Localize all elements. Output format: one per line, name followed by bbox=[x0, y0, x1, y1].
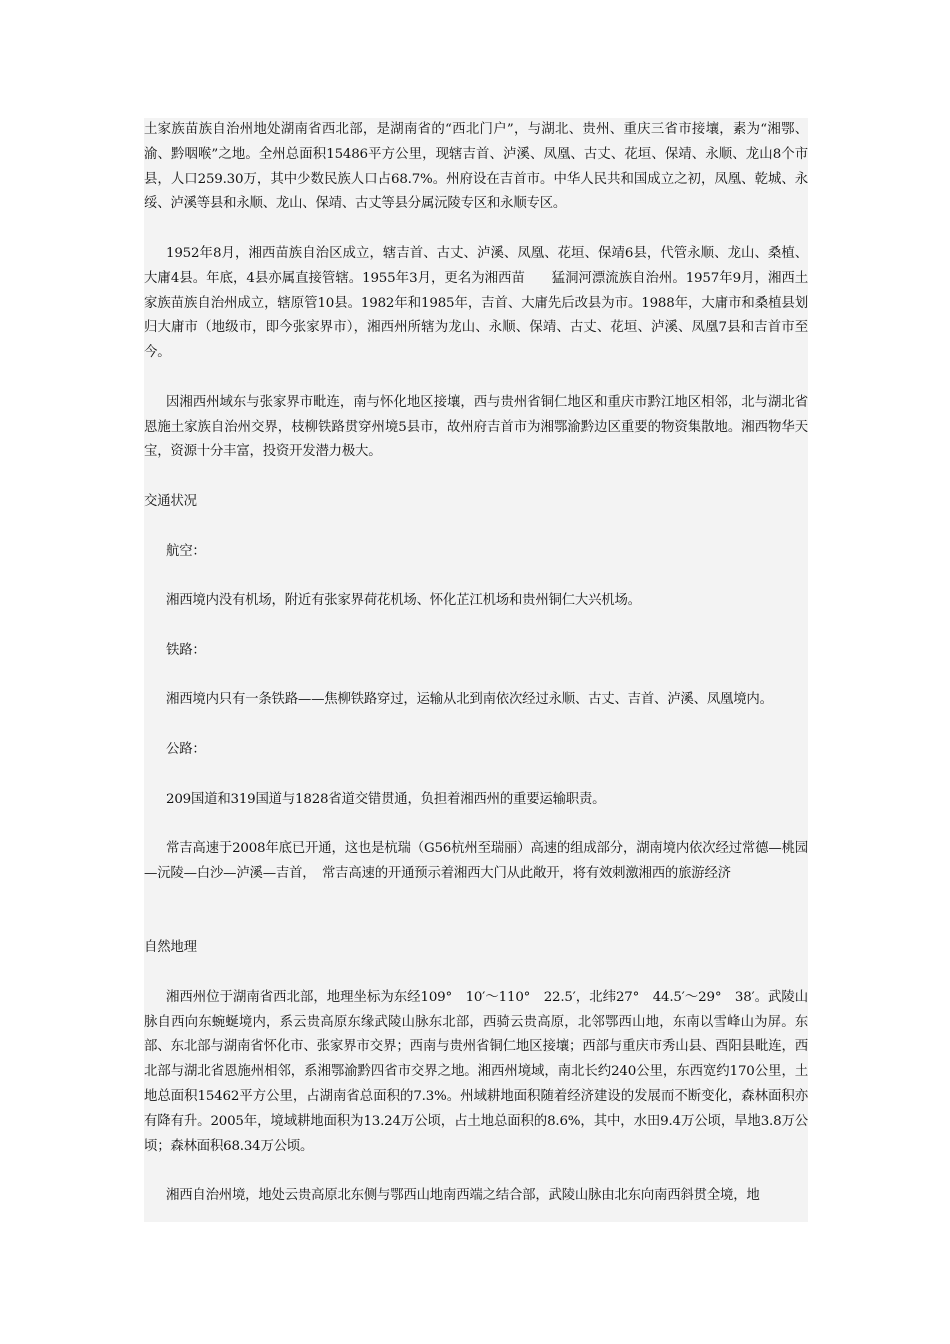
heading-transport: 交通状况 bbox=[144, 493, 197, 509]
paragraph-air: 湘西境内没有机场，附近有张家界荷花机场、怀化芷江机场和贵州铜仁大兴机场。 bbox=[166, 593, 641, 609]
paragraph-history: 1952年8月，湘西苗族自治区成立，辖吉首、古丈、泸溪、凤凰、花垣、保靖6县，代管永顺、龙山、桑植、大庸4县。年底，4县亦属直接管辖。1955年3月，更名为湘西苗 猛洞河漂流族自治州。1957年9月，湘西土家族苗族自治州成立，辖原管10县。1982年和1985年，吉首、大庸先后改县为市。1988年，大庸市和桑植县划归大庸市（地级市，即今张家界市），湘西州所辖为龙山、永顺、保靖、古丈、花垣、泸溪、凤凰7县和吉首市至今。 bbox=[144, 245, 808, 361]
label-rail: 铁路： bbox=[166, 642, 206, 658]
paragraph-rail: 湘西境内只有一条铁路——焦柳铁路穿过，运输从北到南依次经过永顺、古丈、吉首、泸溪、凤凰境内。 bbox=[166, 692, 773, 708]
paragraph-road: 209国道和319国道与1828省道交错贯通，负担着湘西州的重要运输职责。 bbox=[166, 791, 606, 807]
paragraph-intro: 土家族苗族自治州地处湖南省西北部，是湖南省的“西北门户”，与湖北、贵州、重庆三省市接壤，素为“湘鄂、渝、黔咽喉”之地。全州总面积15486平方公里，现辖吉首、泸溪、凤凰、古丈、花垣、保靖、永顺、龙山8个市县，人口259.30万，其中少数民族人口占68.7%。州府设在吉首市。中华人民共和国成立之初，凤凰、乾城、永绥、泸溪等县和永顺、龙山、保靖、古丈等县分属沅陵专区和永顺专区。 bbox=[144, 122, 808, 212]
heading-geography: 自然地理 bbox=[144, 940, 197, 956]
document-page bbox=[144, 118, 808, 1222]
label-road: 公路： bbox=[166, 741, 206, 757]
label-air: 航空： bbox=[166, 543, 206, 559]
paragraph-expressway: 常吉高速于2008年底已开通，这也是杭瑞（G56杭州至瑞丽）高速的组成部分，湖南境内依次经过常德—桃园—沅陵—白沙—泸溪—吉首， 常吉高速的开通预示着湘西大门从此敞开，将有效刺激湘西的旅游经济 bbox=[144, 841, 808, 881]
paragraph-geography: 湘西州位于湖南省西北部，地理坐标为东经109° 10′～110° 22.5′，北纬27° 44.5′～29° 38′。武陵山脉自西向东蜿蜒境内，系云贵高原东缘武陵山脉东北部，西骑云贵高原，北邻鄂西山地，东南以雪峰山为屏。东部、东北部与湖南省怀化市、张家界市交界；西南与贵州省铜仁地区接壤；西部与重庆市秀山县、酉阳县毗连，西北部与湖北省恩施州相邻，系湘鄂渝黔四省市交界之地。湘西州境域，南北长约240公里，东西宽约170公里，土地总面积15462平方公里，占湖南省总面积的7.3%。州域耕地面积随着经济建设的发展而不断变化，森林面积亦有降有升。2005年，境域耕地面积为13.24万公顷，占土地总面积的8.6%，其中，水田9.4万公顷，旱地3.8万公顷；森林面积68.34万公顷。 bbox=[144, 989, 808, 1154]
paragraph-terrain: 湘西自治州境，地处云贵高原北东侧与鄂西山地南西端之结合部，武陵山脉由北东向南西斜贯全境，地 bbox=[166, 1188, 760, 1204]
paragraph-location: 因湘西州域东与张家界市毗连，南与怀化地区接壤，西与贵州省铜仁地区和重庆市黔江地区相邻，北与湖北省恩施土家族自治州交界，枝柳铁路贯穿州境5县市，故州府吉首市为湘鄂渝黔边区重要的物资集散地。湘西物华天宝，资源十分丰富，投资开发潜力极大。 bbox=[144, 394, 808, 460]
